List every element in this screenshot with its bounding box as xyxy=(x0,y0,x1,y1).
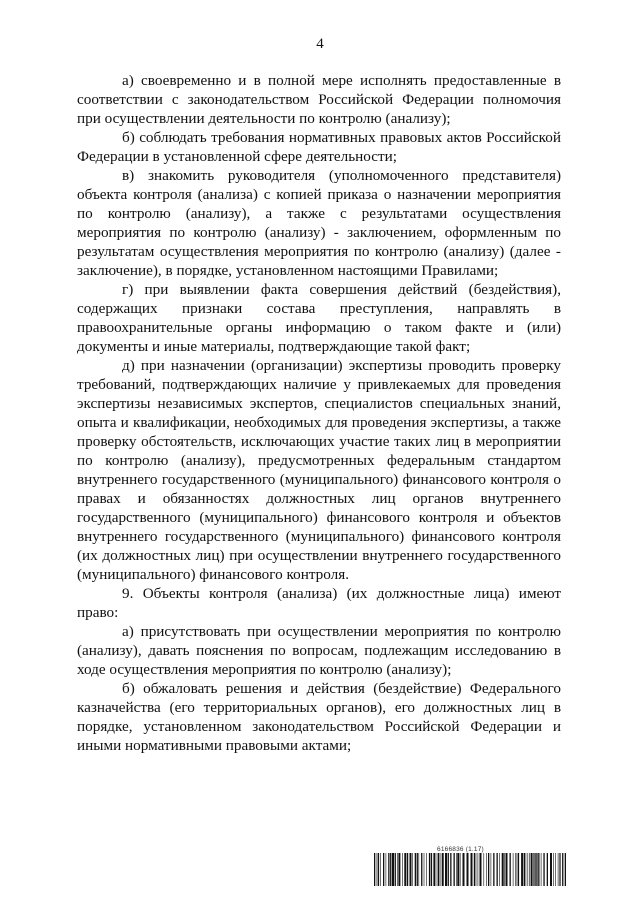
barcode-bar xyxy=(543,853,544,886)
barcode-bar xyxy=(513,853,514,886)
barcode-bar xyxy=(476,853,477,886)
barcode-bar xyxy=(398,853,400,886)
barcode-bar xyxy=(460,853,461,886)
barcode-bar xyxy=(374,853,375,886)
barcode-bar xyxy=(533,853,534,886)
barcode-bar xyxy=(504,853,505,886)
barcode-bar xyxy=(536,853,537,886)
document-code: 6166836 (1.17) xyxy=(437,846,484,853)
barcode-bar xyxy=(456,853,457,886)
barcode-bar xyxy=(484,853,485,886)
barcode-bar xyxy=(480,853,482,886)
barcode-bar xyxy=(526,853,527,886)
barcode-bar xyxy=(467,853,469,886)
barcode-bar xyxy=(402,853,403,886)
barcode-bar xyxy=(431,853,432,886)
barcode-bar xyxy=(538,853,539,886)
barcode-bar xyxy=(502,853,504,886)
barcode-bar xyxy=(517,853,518,886)
barcode-bar xyxy=(510,853,511,886)
barcode-bar xyxy=(395,853,396,886)
barcode-bar xyxy=(426,853,427,886)
barcode-bar xyxy=(457,853,459,886)
barcode-bar xyxy=(541,853,542,886)
barcode-bar xyxy=(493,853,494,886)
barcode-bar xyxy=(560,853,561,886)
barcode-bar xyxy=(486,853,487,886)
barcode-bar xyxy=(521,853,523,886)
barcode-bar xyxy=(383,853,384,886)
barcode-bar xyxy=(407,853,408,886)
barcode-bar xyxy=(547,853,548,886)
document-body xyxy=(77,71,561,755)
barcode-bar xyxy=(412,853,413,886)
paragraph-8g: г) при выявлении факта совершения действий (бездействия), содержащих признаки состава преступления, направлять в правоохранительные органы информацию о таком факте и (или) документы и иные материалы, подтверждающие такой факт; xyxy=(77,281,561,355)
paragraph-9a: а) присутствовать при осуществлении мероприятия по контролю (анализу), давать пояснения по вопросам, подлежащим исследованию в ходе осуществления мероприятия по контролю (анализу); xyxy=(77,623,561,678)
barcode-bar xyxy=(491,853,492,886)
barcode-bar xyxy=(474,853,475,886)
barcode-bar xyxy=(534,853,535,886)
barcode-bar xyxy=(471,853,473,886)
paragraph-8v: в) знакомить руководителя (уполномоченного представителя) объекта контроля (анализа) с копией приказа о назначении мероприятия по контролю (анализу), а также с результатами осуществления мероприятия по контролю (анализу) - заключением, оформленным по результатам осуществления мероприятия по контролю (анализу) (далее - заключение), в порядке, установленном настоящими Правилами; xyxy=(77,167,561,279)
barcode-icon xyxy=(374,853,568,886)
paragraph-8a: а) своевременно и в полной мере исполнять предоставленные в соответствии с законодательством Российской Федерации полномочия при осуществлении деятельности по контролю (анализу); xyxy=(77,72,561,127)
barcode-bar xyxy=(488,853,489,886)
barcode-bar xyxy=(442,853,444,886)
barcode-bar xyxy=(429,853,430,886)
barcode-bar xyxy=(454,853,455,886)
barcode-bar xyxy=(377,853,378,886)
barcode-bar xyxy=(528,853,529,886)
barcode-bar xyxy=(410,853,412,886)
paragraph-9b: б) обжаловать решения и действия (бездействие) Федерального казначейства (его территориальных органов), его должностных лиц в порядке, установленном законодательством Российской Федерации и иными нормативными правовыми актами; xyxy=(77,680,561,754)
barcode-bar xyxy=(531,853,533,886)
barcode-bar xyxy=(392,853,394,886)
barcode-bar xyxy=(506,853,508,886)
barcode-bar xyxy=(529,853,530,886)
paragraph-8d: д) при назначении (организации) экспертизы проводить проверку требований, подтверждающих наличие у привлекаемых для проведения экспертизы независимых экспертов, специалистов специальных знаний, опыта и квалификации, необходимых для проведения экспертизы, а также проверку обстоятельств, исключающих участие таких лиц в мероприятии по контролю (анализу), предусмотренных федеральным стандартом внутреннего государственного (муниципального) финансового контроля о правах и обязанностях должностных лиц органов внутреннего государственного (муниципального) финансового контроля и объектов внутреннего государственного (муниципального) финансового контроля (их должностных лиц) при осуществлении внутреннего государственного (муниципального) финансового контроля. xyxy=(77,357,561,583)
page-number: 4 xyxy=(316,36,324,52)
barcode-bar xyxy=(550,853,552,886)
barcode-bar xyxy=(562,853,563,886)
barcode-bar xyxy=(390,853,391,886)
barcode-bar xyxy=(524,853,525,886)
paragraph-9: 9. Объекты контроля (анализа) (их должностные лица) имеют право: xyxy=(77,585,561,621)
barcode-bar xyxy=(440,853,441,886)
barcode-bar xyxy=(559,853,560,886)
barcode-bar xyxy=(497,853,498,886)
barcode-bar xyxy=(415,853,416,886)
barcode-bar xyxy=(518,853,519,886)
barcode-bar xyxy=(445,853,447,886)
barcode-bar xyxy=(378,853,379,886)
barcode-bar xyxy=(553,853,554,886)
barcode-bar xyxy=(433,853,435,886)
barcode-bar xyxy=(478,853,479,886)
barcode-bar xyxy=(558,853,559,886)
barcode-bar xyxy=(397,853,398,886)
barcode-bar xyxy=(388,853,389,886)
barcode-bar xyxy=(565,853,566,886)
barcode-bar xyxy=(424,853,425,886)
barcode-bar xyxy=(555,853,556,886)
barcode-bar xyxy=(404,853,406,886)
barcode-bar xyxy=(515,853,516,886)
barcode-bar xyxy=(421,853,422,886)
barcode-bar xyxy=(438,853,439,886)
paragraph-8b: б) соблюдать требования нормативных правовых актов Российской Федерации в установленной сфере деятельности; xyxy=(77,129,561,165)
barcode-bar xyxy=(450,853,451,886)
barcode-bar xyxy=(419,853,420,886)
barcode-bar xyxy=(463,853,465,886)
barcode-bar xyxy=(386,853,387,886)
barcode-bar xyxy=(448,853,449,886)
barcode-bar xyxy=(417,853,418,886)
barcode-bar xyxy=(380,853,381,886)
barcode-bar xyxy=(499,853,500,886)
barcode-bar xyxy=(437,853,438,886)
